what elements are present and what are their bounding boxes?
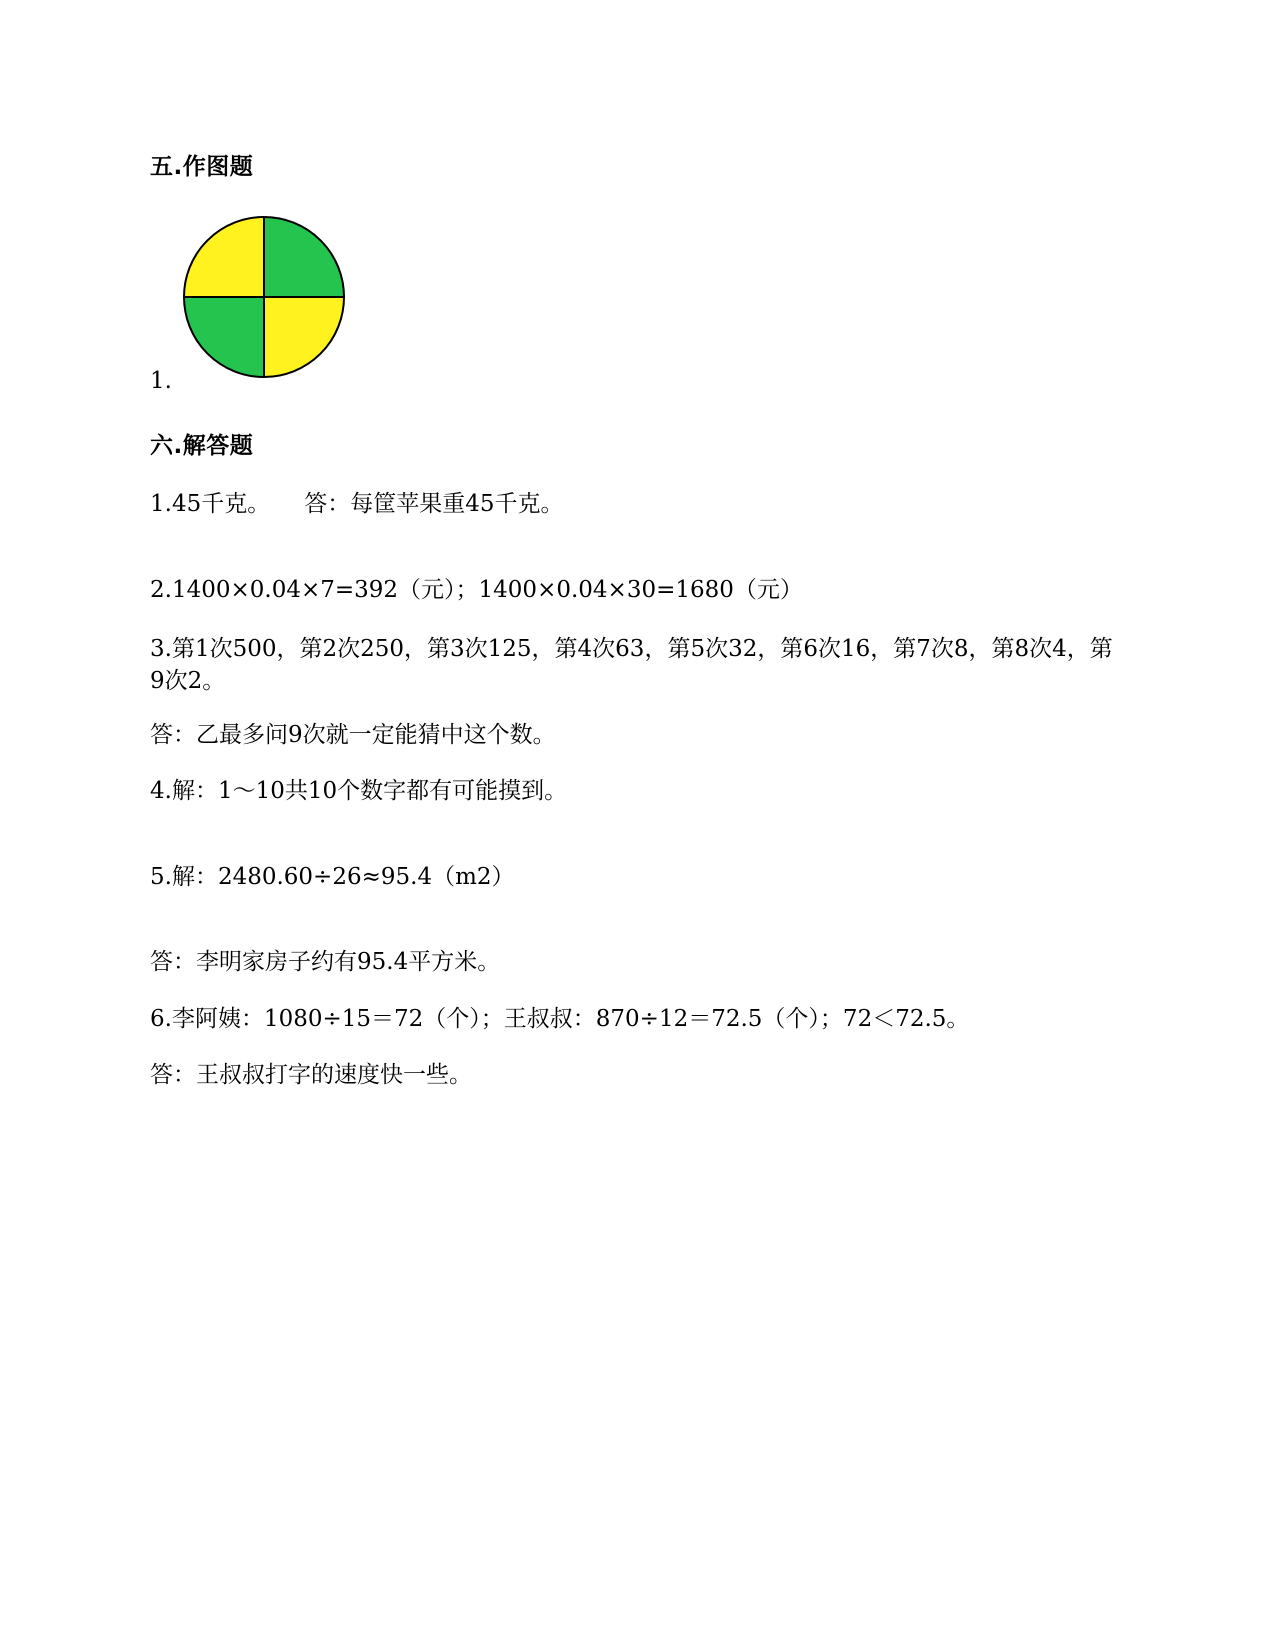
quartered-circle-figure [183,216,345,378]
circle-quadrant-top-left [184,217,264,297]
answer-5: 5.解：2480.60÷26≈95.4（m2） [150,864,515,890]
answer-3: 3.第1次500，第2次250，第3次125，第4次63，第5次32，第6次16，第7次8，第8次4，第9次2。 [150,636,1113,694]
answer-1 [150,488,564,520]
circle-quadrant-top-right [264,217,344,297]
answer-4: 4.解：1～10共10个数字都有可能摸到。 [150,778,568,804]
answer-1-statement: 答：每筐苹果重45千克。 [304,491,564,517]
answer-5-conclusion: 答：李明家房子约有95.4平方米。 [150,949,501,975]
answer-6-conclusion: 答：王叔叔打字的速度快一些。 [150,1062,472,1088]
answer-2: 2.1400×0.04×7=392（元）；1400×0.04×30=1680（元） [150,577,803,603]
answer-3-conclusion: 答：乙最多问9次就一定能猜中这个数。 [150,722,556,748]
answer-6: 6.李阿姨：1080÷15＝72（个）；王叔叔：870÷12＝72.5（个）；72＜72.5。 [150,1006,970,1032]
section-heading-drawing: 五.作图题 [150,154,254,180]
drawing-item-number: 1. [150,368,172,394]
answer-1-result: 1.45千克。 [150,491,271,517]
circle-quadrant-bottom-right [264,297,344,377]
section-heading-answers: 六.解答题 [150,433,254,459]
circle-quadrant-bottom-left [184,297,264,377]
